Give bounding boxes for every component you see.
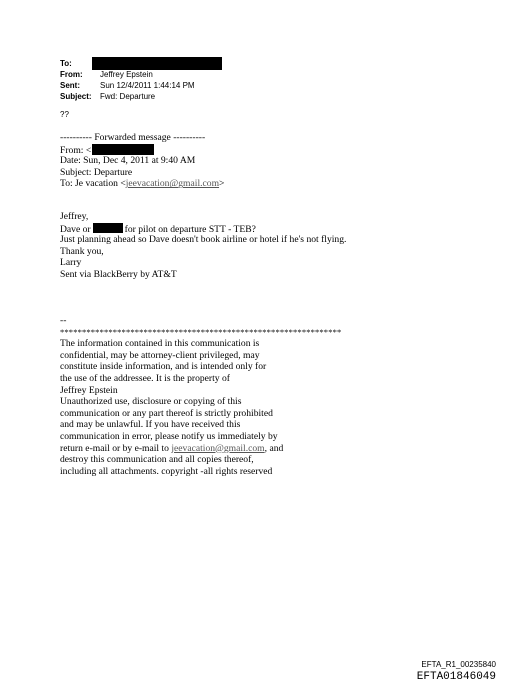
forwarded-from-line [60, 144, 224, 156]
header-subject-row [60, 91, 195, 102]
forwarded-date-line: Date: Sun, Dec 4, 2011 at 9:40 AM [60, 155, 196, 167]
disclaimer-line-10-pre: return e-mail or by e-mail to [60, 442, 172, 454]
footer-reference-2: EFTA01846049 [416, 671, 496, 683]
disclaimer-line-10 [60, 443, 341, 455]
subject-label: Subject: [60, 92, 92, 101]
forwarded-banner: ---------- Forwarded message ---------- [60, 132, 206, 143]
disclaimer-line-5: Jeffrey Epstein [60, 384, 118, 396]
forwarded-to-suffix: > [219, 178, 225, 190]
disclaimer-line-9: communication in error, please notify us immediately by [60, 430, 278, 442]
message-line-1-pre: Dave or [60, 223, 91, 235]
forwarded-from-prefix: From: < [60, 144, 92, 156]
disclaimer-stars: **************************************************************** [60, 326, 342, 337]
header-sent-row [60, 80, 195, 91]
forwarded-to-email-link[interactable]: jeevacation@gmail.com [125, 178, 220, 190]
disclaimer-line-8: and may be unlawful. If you have received this [60, 419, 241, 431]
forwarded-to-prefix: To: Je vacation < [60, 178, 126, 190]
from-value: Jeffrey Epstein [100, 70, 153, 79]
forwarded-header [60, 132, 224, 190]
redaction-box-from [92, 144, 154, 155]
header-to-row [60, 58, 195, 69]
disclaimer-dashes: -- [60, 315, 67, 326]
redaction-box-name [93, 223, 123, 233]
from-label: From: [60, 70, 83, 79]
disclaimer-line-3: constitute inside information, and is intended only for [60, 361, 267, 373]
subject-value: Fwd: Departure [100, 92, 156, 101]
disclaimer-line-6: Unauthorized use, disclosure or copying of this [60, 396, 242, 408]
disclaimer-line-11: destroy this communication and all copies thereof, [60, 454, 254, 466]
header-from-row [60, 69, 195, 80]
message-line-1 [60, 223, 346, 235]
email-header [60, 58, 195, 102]
disclaimer-line-1: The information contained in this communication is [60, 338, 260, 350]
message-thanks: Thank you, [60, 245, 104, 257]
disclaimer-line-10-post: , and [264, 442, 284, 454]
sent-label: Sent: [60, 81, 80, 90]
message-greeting: Jeffrey, [60, 211, 89, 222]
footer-reference-1: EFTA_R1_00235840 [421, 660, 496, 669]
question-marks: ?? [60, 110, 69, 119]
disclaimer [60, 315, 341, 477]
message-device: Sent via BlackBerry by AT&T [60, 268, 177, 280]
disclaimer-email-link[interactable]: jeevacation@gmail.com [171, 442, 265, 454]
message-line-1-post: for pilot on departure STT - TEB? [124, 223, 256, 235]
message-signoff: Larry [60, 257, 82, 269]
message-body [60, 211, 346, 281]
sent-value: Sun 12/4/2011 1:44:14 PM [100, 81, 195, 90]
disclaimer-line-12: including all attachments. copyright -all rights reserved [60, 465, 273, 477]
message-line-2: Just planning ahead so Dave doesn't book airline or hotel if he's not flying. [60, 234, 347, 246]
to-label: To: [60, 59, 72, 68]
disclaimer-line-2: confidential, may be attorney-client privileged, may [60, 349, 260, 361]
disclaimer-line-4: the use of the addressee. It is the property of [60, 372, 230, 384]
forwarded-to-line [60, 178, 224, 190]
forwarded-subject-line: Subject: Departure [60, 166, 133, 178]
disclaimer-line-7: communication or any part thereof is strictly prohibited [60, 407, 273, 419]
